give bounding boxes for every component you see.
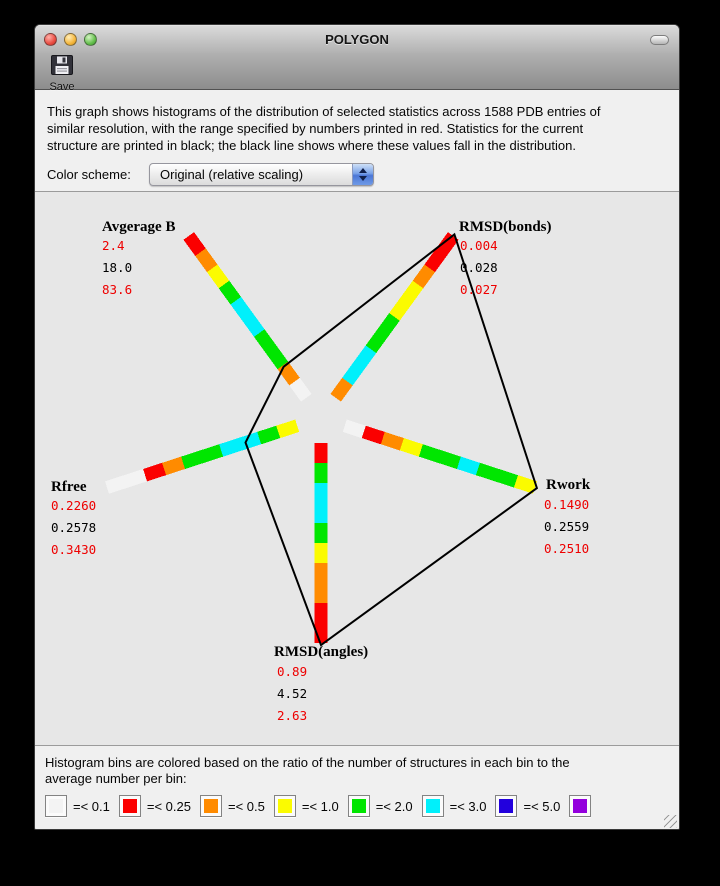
- axis-value-rmsd_bonds: 0.004: [460, 238, 498, 253]
- axis-label-rmsd_angles: RMSD(angles): [274, 644, 369, 660]
- axis-value-avg_b: 83.6: [102, 282, 133, 297]
- histogram-bin: [162, 457, 185, 476]
- legend-bin-green: [348, 795, 413, 817]
- histogram-bin: [181, 450, 204, 469]
- histogram-bin: [419, 444, 442, 463]
- titlebar: [35, 25, 679, 53]
- legend-text-line: average number per bin:: [45, 771, 187, 786]
- legend-swatch-yellow: [274, 795, 296, 817]
- histogram-bin: [315, 483, 328, 503]
- legend-swatch-blue: [495, 795, 517, 817]
- swatch-color: [426, 799, 440, 813]
- axis-label-avg_b: Avgerage B: [102, 219, 176, 235]
- arrow-up-icon: [359, 168, 367, 173]
- axis-value-rfree: 0.3430: [51, 542, 97, 557]
- legend-bins-row: [45, 795, 679, 817]
- axis-value-avg_b: 18.0: [102, 260, 133, 275]
- axis-value-rwork: 0.1490: [544, 497, 590, 512]
- legend-bin-orange: [200, 795, 265, 817]
- legend-bin-blue: [495, 795, 560, 817]
- axis-bar-avg_b: [183, 232, 311, 401]
- axis-value-rmsd_bonds: 0.028: [460, 260, 498, 275]
- resize-grip[interactable]: [664, 815, 677, 828]
- legend-swatch-white: [45, 795, 67, 817]
- axis-value-rmsd_angles: 2.63: [277, 708, 308, 723]
- swatch-color: [204, 799, 218, 813]
- toolbar: [35, 53, 679, 93]
- color-scheme-label: Color scheme:: [47, 167, 131, 182]
- color-scheme-value: Original (relative scaling): [160, 167, 304, 182]
- histogram-bin: [315, 583, 328, 603]
- histogram-bin: [105, 475, 128, 494]
- axis-value-rfree: 0.2260: [51, 498, 97, 513]
- histogram-bin: [400, 438, 423, 457]
- plot-panel: [35, 192, 679, 745]
- description-line: This graph shows histograms of the distribution of selected statistics across 1588 PDB entries of: [47, 104, 601, 119]
- legend-text-line: Histogram bins are colored based on the ratio of the number of structures in each bin to the: [45, 755, 570, 770]
- legend-bin-label: =< 3.0: [449, 798, 487, 814]
- histogram-bin: [495, 469, 518, 488]
- histogram-bin: [257, 426, 280, 445]
- histogram-bin: [219, 438, 242, 457]
- legend-swatch-purple: [569, 795, 591, 817]
- histogram-bin: [276, 420, 299, 439]
- histogram-bin: [315, 603, 328, 623]
- swatch-color: [499, 799, 513, 813]
- legend-panel: [35, 745, 679, 830]
- arrow-down-icon: [359, 176, 367, 181]
- legend-bin-white: [45, 795, 110, 817]
- popup-stepper-icon: [352, 164, 373, 185]
- axis-value-avg_b: 2.4: [102, 238, 125, 253]
- legend-swatch-red: [119, 795, 141, 817]
- histogram-bin: [315, 503, 328, 523]
- histogram-bin: [315, 563, 328, 583]
- legend-bin-label: =< 0.25: [146, 798, 191, 814]
- axis-value-rmsd_angles: 0.89: [277, 664, 308, 679]
- color-scheme-select[interactable]: [149, 163, 374, 186]
- save-floppy-icon: [51, 55, 73, 80]
- window-title: POLYGON: [325, 32, 389, 47]
- histogram-bin: [343, 420, 366, 439]
- histogram-bin: [315, 523, 328, 543]
- axis-bar-rmsd_bonds: [330, 232, 458, 401]
- polygon-window: [34, 24, 680, 830]
- histogram-bin: [143, 463, 166, 482]
- polygon-chart: [35, 192, 679, 745]
- legend-bin-label: =< 0.1: [73, 798, 110, 814]
- swatch-color: [573, 799, 587, 813]
- toolbar-toggle-button[interactable]: [650, 35, 669, 45]
- axis-value-rwork: 0.2510: [544, 541, 590, 556]
- histogram-bin: [315, 543, 328, 563]
- histogram-bin: [362, 426, 385, 445]
- save-button[interactable]: [43, 53, 81, 93]
- axis-label-rwork: Rwork: [546, 477, 591, 493]
- axis-bar-rfree: [105, 420, 299, 494]
- legend-bin-purple: [569, 795, 591, 817]
- swatch-color: [352, 799, 366, 813]
- legend-swatch-cyan: [422, 795, 444, 817]
- legend-bin-label: =< 2.0: [375, 798, 413, 814]
- histogram-bin: [315, 443, 328, 463]
- legend-swatch-orange: [200, 795, 222, 817]
- description-panel: [35, 90, 679, 192]
- histogram-bin: [124, 469, 147, 488]
- description-line: structure are printed in black; the black line shows where these values fall in the distribution.: [47, 138, 576, 153]
- description-line: similar resolution, with the range specified by numbers printed in red. Statistics for the current: [47, 121, 584, 136]
- axis-value-rmsd_bonds: 0.027: [460, 282, 498, 297]
- axis-bar-rmsd_angles: [315, 443, 328, 643]
- histogram-bin: [457, 457, 480, 476]
- axis-value-rwork: 0.2559: [544, 519, 590, 534]
- color-scheme-row: [47, 163, 679, 186]
- histogram-bin: [476, 463, 499, 482]
- axis-value-rfree: 0.2578: [51, 520, 97, 535]
- histogram-bin: [438, 450, 461, 469]
- legend-bin-cyan: [422, 795, 487, 817]
- legend-bin-red: [119, 795, 191, 817]
- axis-value-rmsd_angles: 4.52: [277, 686, 308, 701]
- legend-bin-label: =< 0.5: [227, 798, 265, 814]
- swatch-color: [123, 799, 137, 813]
- histogram-bin: [315, 463, 328, 483]
- axis-label-rfree: Rfree: [51, 479, 87, 495]
- axis-label-rmsd_bonds: RMSD(bonds): [459, 219, 552, 235]
- swatch-color: [278, 799, 292, 813]
- save-button-label: Save: [49, 81, 75, 93]
- swatch-color: [49, 799, 63, 813]
- legend-bin-yellow: [274, 795, 339, 817]
- histogram-bin: [200, 444, 223, 463]
- histogram-bin: [381, 432, 404, 451]
- legend-bin-label: =< 5.0: [523, 798, 561, 814]
- legend-swatch-green: [348, 795, 370, 817]
- legend-bin-label: =< 1.0: [301, 798, 339, 814]
- axis-bar-rwork: [343, 420, 537, 494]
